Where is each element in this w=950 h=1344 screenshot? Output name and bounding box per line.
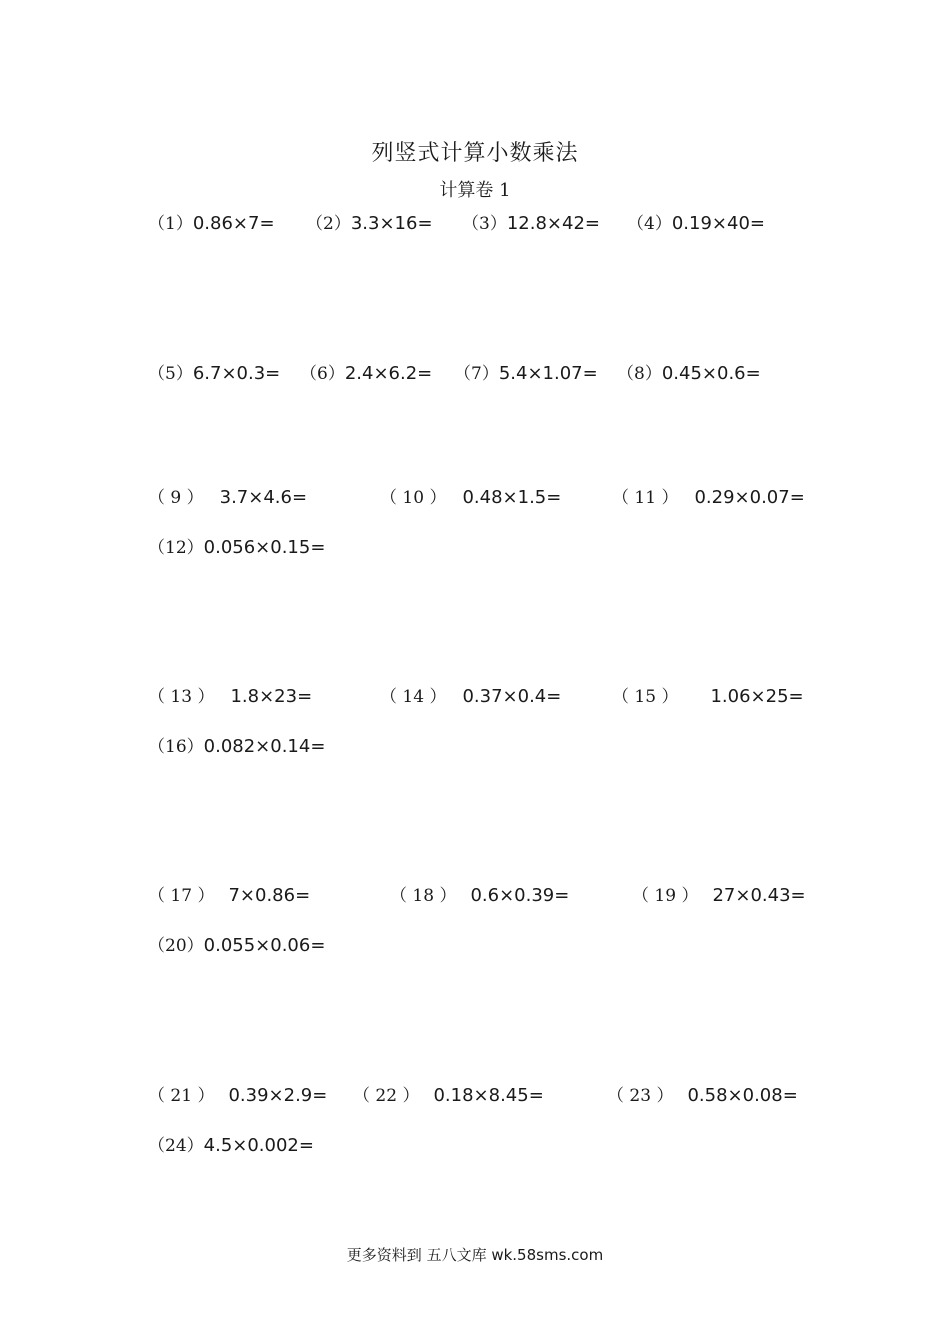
problem-number: （7） <box>454 364 499 384</box>
problem-24 <box>148 1134 314 1158</box>
problem-expression: 1.8×23= <box>230 686 313 707</box>
problem-number: （ 21 ） <box>148 1086 215 1106</box>
problem-16 <box>148 735 325 759</box>
problem-21 <box>148 1084 327 1108</box>
problem-expression: 0.37×0.4= <box>462 686 562 707</box>
problem-number: （24） <box>148 1136 204 1156</box>
problem-expression: 27×0.43= <box>712 885 806 906</box>
problem-number: （2） <box>306 214 351 234</box>
problem-7 <box>454 362 598 386</box>
problem-number: （ 22 ） <box>353 1086 420 1106</box>
problem-17 <box>148 884 310 908</box>
problem-3 <box>462 212 600 236</box>
footer-note: 更多资料到 五八文库 wk.58sms.com <box>346 1246 604 1264</box>
problem-23 <box>607 1084 798 1108</box>
problem-expression: 7×0.86= <box>228 885 311 906</box>
problem-10 <box>380 486 561 510</box>
problem-number: （1） <box>148 214 193 234</box>
problem-2 <box>306 212 433 236</box>
problem-number: （5） <box>148 364 193 384</box>
problem-expression: 0.45×0.6= <box>661 363 761 384</box>
problem-number: （ 11 ） <box>612 488 679 508</box>
problem-13 <box>148 685 312 709</box>
problem-expression: 1.06×25= <box>710 686 804 707</box>
problem-1 <box>148 212 275 236</box>
problem-number: （ 18 ） <box>390 886 457 906</box>
problem-expression: 0.58×0.08= <box>687 1085 798 1106</box>
problem-expression: 0.6×0.39= <box>470 885 570 906</box>
problem-number: （16） <box>148 737 204 757</box>
problem-number: （ 23 ） <box>607 1086 674 1106</box>
problem-expression: 0.29×0.07= <box>694 487 805 508</box>
page-subtitle: 计算卷 1 <box>439 180 511 201</box>
problem-expression: 0.19×40= <box>671 213 765 234</box>
problem-number: （20） <box>148 936 204 956</box>
page-title: 列竖式计算小数乘法 <box>371 141 579 166</box>
problem-9 <box>148 486 307 510</box>
problem-19 <box>632 884 806 908</box>
problem-14 <box>380 685 561 709</box>
problem-number: （4） <box>627 214 672 234</box>
problem-number: （12） <box>148 538 204 558</box>
problem-11 <box>612 486 805 510</box>
problem-4 <box>627 212 765 236</box>
problem-expression: 2.4×6.2= <box>344 363 433 384</box>
problem-6 <box>300 362 432 386</box>
problem-15 <box>612 685 804 709</box>
problem-12 <box>148 536 325 560</box>
problem-expression: 0.86×7= <box>192 213 275 234</box>
problem-number: （ 14 ） <box>380 687 447 707</box>
problem-8 <box>617 362 761 386</box>
problem-expression: 0.39×2.9= <box>228 1085 328 1106</box>
problem-expression: 0.082×0.14= <box>203 736 326 757</box>
problem-expression: 0.48×1.5= <box>462 487 562 508</box>
problem-expression: 0.056×0.15= <box>203 537 326 558</box>
problem-expression: 5.4×1.07= <box>498 363 598 384</box>
problem-5 <box>148 362 280 386</box>
problem-expression: 4.5×0.002= <box>203 1135 314 1156</box>
problem-expression: 3.7×4.6= <box>219 487 308 508</box>
problem-expression: 3.3×16= <box>350 213 433 234</box>
problem-number: （6） <box>300 364 345 384</box>
problem-number: （8） <box>617 364 662 384</box>
problem-number: （ 15 ） <box>612 687 679 707</box>
problem-number: （3） <box>462 214 507 234</box>
problem-20 <box>148 934 325 958</box>
problem-number: （ 13 ） <box>148 687 215 707</box>
problem-number: （ 19 ） <box>632 886 699 906</box>
problem-number: （ 9 ） <box>148 488 204 508</box>
problem-number: （ 10 ） <box>380 488 447 508</box>
problem-expression: 6.7×0.3= <box>192 363 281 384</box>
problem-22 <box>353 1084 544 1108</box>
problem-18 <box>390 884 569 908</box>
problem-expression: 0.055×0.06= <box>203 935 326 956</box>
problem-number: （ 17 ） <box>148 886 215 906</box>
problem-expression: 12.8×42= <box>506 213 600 234</box>
problem-expression: 0.18×8.45= <box>433 1085 544 1106</box>
